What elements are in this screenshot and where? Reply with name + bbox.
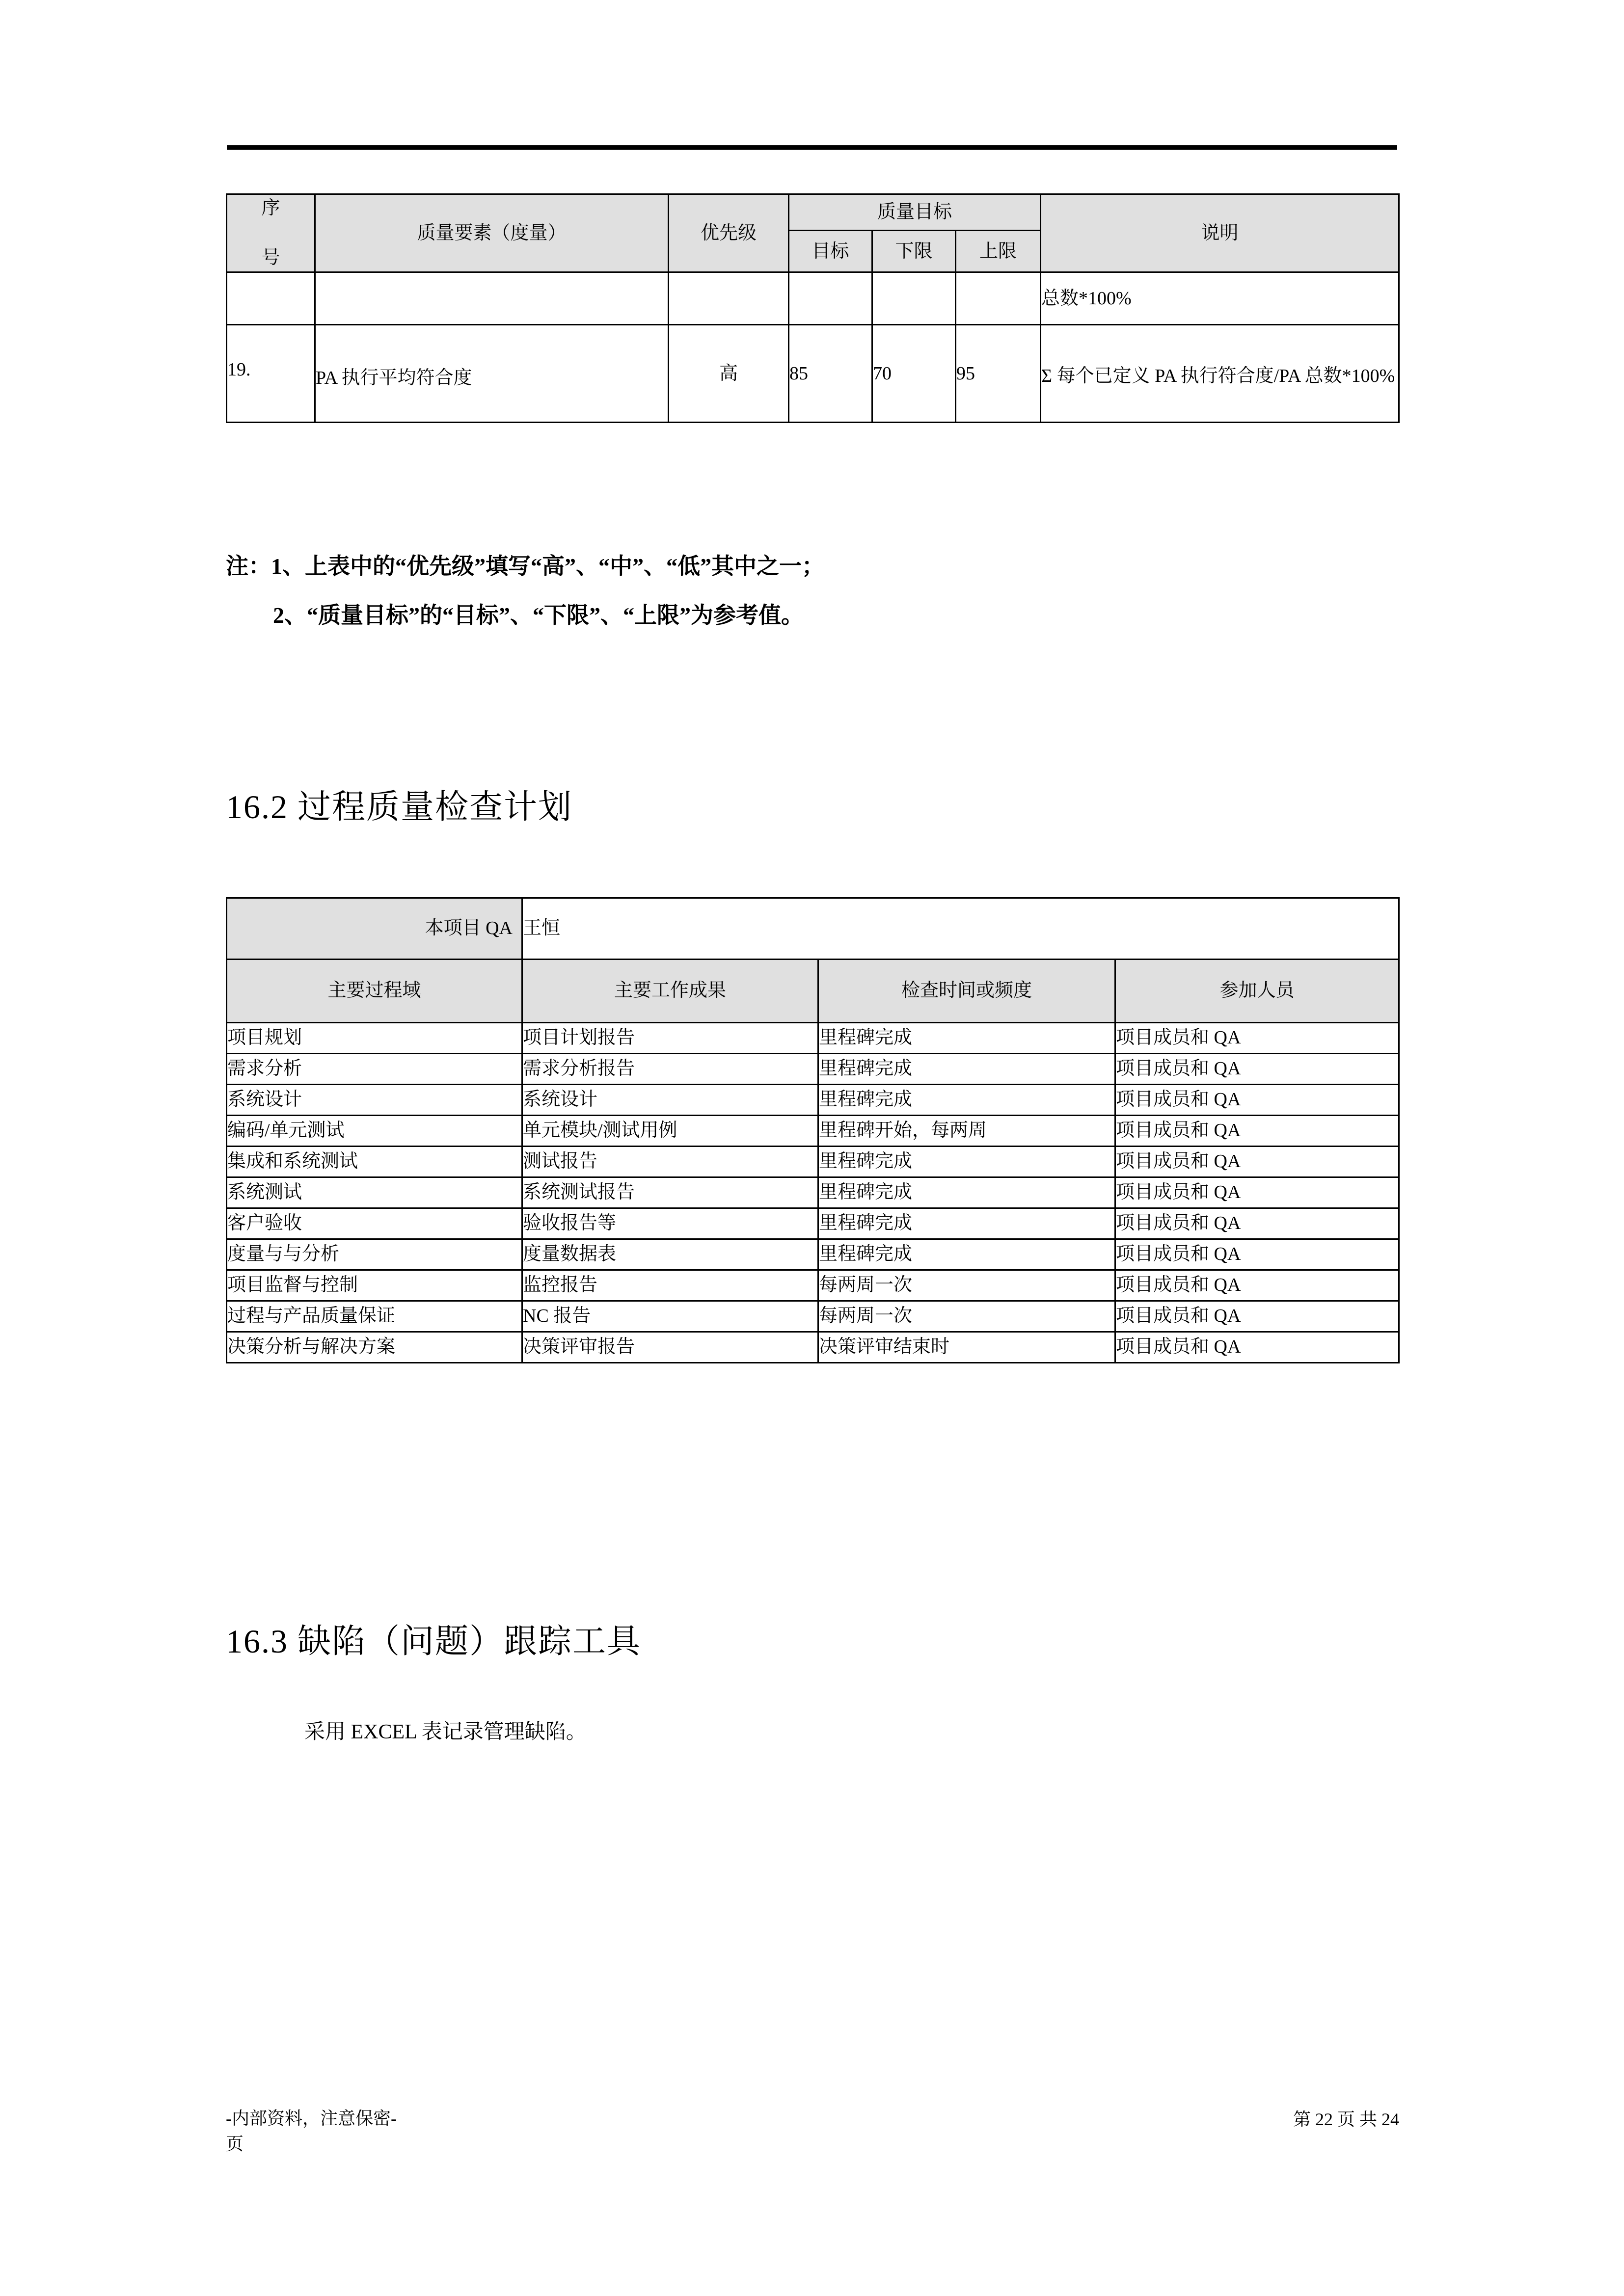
qa-name: 王恒 (522, 898, 1399, 960)
cell-participants: 项目成员和 QA (1115, 1147, 1399, 1177)
header-rule (227, 145, 1397, 150)
header-goal-upper: 上限 (956, 231, 1041, 272)
header-seq-line1: 序 (261, 198, 280, 218)
cell-work-product: 度量数据表 (522, 1239, 818, 1270)
cell-participants: 项目成员和 QA (1115, 1208, 1399, 1239)
cell-seq: 19. (227, 325, 315, 423)
header-work-product: 主要工作成果 (522, 960, 818, 1023)
cell-work-product: 单元模块/测试用例 (522, 1116, 818, 1147)
section-heading-16-2: 16.2 过程质量检查计划 (226, 788, 573, 826)
cell-work-product: 项目计划报告 (522, 1023, 818, 1054)
cell-participants: 项目成员和 QA (1115, 1301, 1399, 1332)
header-check-frequency: 检查时间或频度 (818, 960, 1115, 1023)
cell-work-product: 监控报告 (522, 1270, 818, 1301)
table-row (227, 1301, 1399, 1332)
cell-work-product: NC 报告 (522, 1301, 818, 1332)
cell-check-frequency: 每两周一次 (818, 1301, 1115, 1332)
cell-participants: 项目成员和 QA (1115, 1239, 1399, 1270)
cell-process-area: 过程与产品质量保证 (227, 1301, 522, 1332)
table-row (227, 325, 1399, 423)
cell-description: 总数*100% (1041, 272, 1399, 325)
header-seq-line2: 号 (261, 247, 280, 268)
header-goal-lower: 下限 (872, 231, 956, 272)
cell-check-frequency: 里程碑完成 (818, 1023, 1115, 1054)
cell-process-area: 度量与与分析 (227, 1239, 522, 1270)
table-row (227, 1239, 1399, 1270)
cell-process-area: 集成和系统测试 (227, 1147, 522, 1177)
table-row (227, 1023, 1399, 1054)
cell-check-frequency: 决策评审结束时 (818, 1332, 1115, 1363)
note-line-1: 注：1、上表中的“优先级”填写“高”、“中”、“低”其中之一； (226, 554, 824, 579)
qa-owner-row (227, 898, 1399, 960)
table-row (227, 1177, 1399, 1208)
cell-lower: 70 (872, 325, 956, 423)
cell-work-product: 需求分析报告 (522, 1054, 818, 1085)
cell-check-frequency: 里程碑完成 (818, 1239, 1115, 1270)
header-participants: 参加人员 (1115, 960, 1399, 1023)
cell-check-frequency: 里程碑完成 (818, 1085, 1115, 1116)
cell-process-area: 需求分析 (227, 1054, 522, 1085)
table-notes (226, 555, 1404, 628)
cell-participants: 项目成员和 QA (1115, 1116, 1399, 1147)
section-16-3-body: 采用 EXCEL 表记录管理缺陷。 (304, 1721, 587, 1743)
header-seq (227, 194, 315, 272)
table-row (227, 1208, 1399, 1239)
cell-priority: 高 (669, 325, 789, 423)
cell-process-area: 客户验收 (227, 1208, 522, 1239)
cell-participants: 项目成员和 QA (1115, 1270, 1399, 1301)
cell-element (315, 272, 669, 325)
cell-target (789, 272, 872, 325)
cell-lower (872, 272, 956, 325)
cell-process-area: 系统测试 (227, 1177, 522, 1208)
cell-work-product: 测试报告 (522, 1147, 818, 1177)
cell-upper (956, 272, 1041, 325)
section-heading-16-3: 16.3 缺陷（问题）跟踪工具 (226, 1623, 642, 1660)
cell-target: 85 (789, 325, 872, 423)
cell-participants: 项目成员和 QA (1115, 1085, 1399, 1116)
footer-note-line1: -内部资料，注意保密- (226, 2109, 397, 2128)
cell-participants: 项目成员和 QA (1115, 1054, 1399, 1085)
cell-check-frequency: 每两周一次 (818, 1270, 1115, 1301)
cell-element: PA 执行平均符合度 (315, 325, 669, 423)
table-row (227, 1147, 1399, 1177)
header-goal-target: 目标 (789, 231, 872, 272)
table-header-row (227, 960, 1399, 1023)
table-header-row (227, 194, 1399, 231)
qa-check-plan-table (226, 897, 1400, 1363)
header-process-area: 主要过程域 (227, 960, 522, 1023)
footer-page-number: 第 22 页 共 24 (1293, 2109, 1399, 2129)
cell-work-product: 验收报告等 (522, 1208, 818, 1239)
table-row (227, 1332, 1399, 1363)
cell-work-product: 系统测试报告 (522, 1177, 818, 1208)
cell-process-area: 系统设计 (227, 1085, 522, 1116)
cell-participants: 项目成员和 QA (1115, 1177, 1399, 1208)
cell-participants: 项目成员和 QA (1115, 1023, 1399, 1054)
cell-check-frequency: 里程碑完成 (818, 1054, 1115, 1085)
cell-upper: 95 (956, 325, 1041, 423)
header-priority: 优先级 (669, 194, 789, 272)
cell-description: Σ 每个已定义 PA 执行符合度/PA 总数*100% (1041, 325, 1399, 423)
qa-label: 本项目 QA (227, 898, 522, 960)
cell-seq (227, 272, 315, 325)
cell-process-area: 项目监督与控制 (227, 1270, 522, 1301)
note-line-2: 2、“质量目标”的“目标”、“下限”、“上限”为参考值。 (273, 603, 804, 628)
cell-priority (669, 272, 789, 325)
header-description: 说明 (1041, 194, 1399, 272)
footer-note-line2: 页 (226, 2134, 244, 2154)
table-row (227, 1270, 1399, 1301)
cell-participants: 项目成员和 QA (1115, 1332, 1399, 1363)
header-element: 质量要素（度量） (315, 194, 669, 272)
table-row (227, 1116, 1399, 1147)
table-row (227, 272, 1399, 325)
cell-check-frequency: 里程碑完成 (818, 1177, 1115, 1208)
cell-check-frequency: 里程碑开始，每两周 (818, 1116, 1115, 1147)
cell-check-frequency: 里程碑完成 (818, 1147, 1115, 1177)
cell-process-area: 项目规划 (227, 1023, 522, 1054)
cell-work-product: 决策评审报告 (522, 1332, 818, 1363)
table-row (227, 1085, 1399, 1116)
cell-process-area: 决策分析与解决方案 (227, 1332, 522, 1363)
quality-metrics-table (226, 193, 1400, 423)
footer-confidential-note (226, 2106, 815, 2157)
header-goal-group: 质量目标 (789, 194, 1041, 231)
table-row (227, 1054, 1399, 1085)
cell-process-area: 编码/单元测试 (227, 1116, 522, 1147)
cell-check-frequency: 里程碑完成 (818, 1208, 1115, 1239)
cell-work-product: 系统设计 (522, 1085, 818, 1116)
